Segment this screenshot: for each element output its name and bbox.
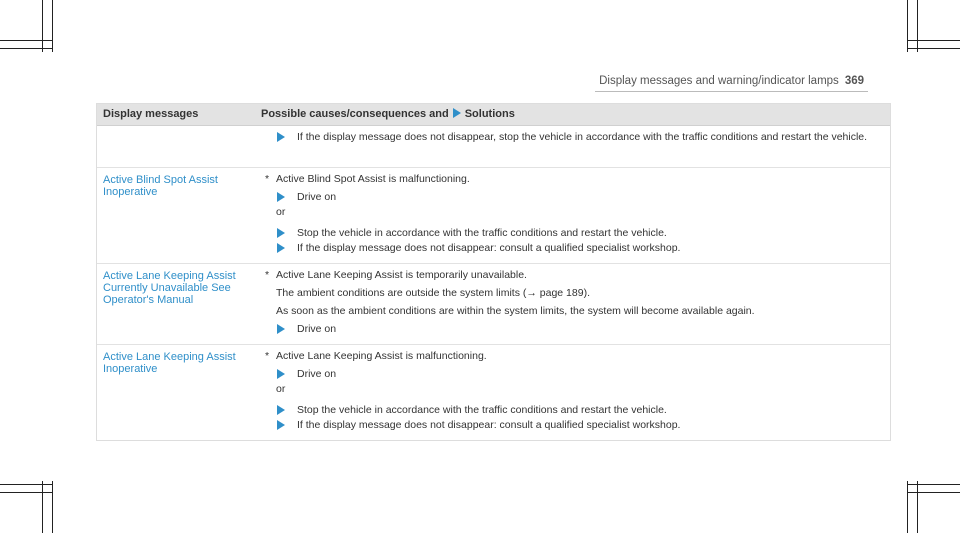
page-number: 369 (844, 75, 864, 87)
crop-mark (908, 40, 960, 41)
table-header (97, 104, 890, 126)
table-row (97, 264, 890, 345)
header-rule (595, 91, 868, 92)
info-text: The ambient conditions are outside the system limits (→ page 189). (276, 287, 590, 299)
cause-marker: * (265, 173, 270, 185)
crop-mark (907, 481, 908, 533)
blue-triangle-icon (277, 420, 285, 430)
column-header-solutions-label: Solutions (464, 108, 515, 120)
cause-text: Active Blind Spot Assist is malfunctioning. (276, 173, 470, 185)
solution-step (265, 191, 882, 203)
blue-triangle-icon (277, 132, 285, 142)
crop-mark (917, 481, 918, 533)
table-row (97, 345, 890, 440)
step-text: If the display message does not disappear, stop the vehicle in accordance with the traffic conditions and restart the vehicle. (297, 131, 868, 143)
blue-triangle-icon (277, 192, 285, 202)
crop-mark (908, 484, 960, 485)
crop-mark (42, 0, 43, 52)
or-separator: or (276, 206, 286, 218)
table-row (97, 126, 890, 168)
crop-mark (908, 492, 960, 493)
cause-marker: * (265, 269, 270, 281)
crop-mark (908, 48, 960, 49)
cause-line (265, 350, 882, 362)
blue-triangle-icon (277, 405, 285, 415)
or-separator: or (276, 383, 286, 395)
display-messages-table (96, 103, 891, 441)
solution-step (265, 323, 882, 335)
cause-text: Active Lane Keeping Assist is malfunctioning. (276, 350, 487, 362)
cause-text: Active Lane Keeping Assist is temporarily unavailable. (276, 269, 527, 281)
message-cell (97, 126, 257, 167)
section-title: Display messages and warning/indicator lamps (599, 75, 839, 87)
step-text: If the display message does not disappear: consult a qualified specialist workshop. (297, 419, 681, 431)
solution-step (265, 404, 882, 416)
solution-cell (257, 168, 890, 263)
step-text: Stop the vehicle in accordance with the traffic conditions and restart the vehicle. (297, 404, 667, 416)
blue-triangle-icon (453, 108, 461, 118)
table-row (97, 168, 890, 264)
column-header-causes (257, 104, 890, 125)
solution-step (265, 368, 882, 380)
cause-line (265, 173, 882, 185)
crop-mark (52, 0, 53, 52)
step-text: If the display message does not disappear: consult a qualified specialist workshop. (297, 242, 681, 254)
step-text: Drive on (297, 191, 337, 203)
message-cell: Active Blind Spot Assist Inoperative (103, 174, 218, 198)
cause-line (265, 269, 882, 281)
blue-triangle-icon (277, 324, 285, 334)
step-text: Stop the vehicle in accordance with the traffic conditions and restart the vehicle. (297, 227, 667, 239)
cause-marker: * (265, 350, 270, 362)
step-text: Drive on (297, 323, 337, 335)
blue-triangle-icon (277, 243, 285, 253)
info-text: As soon as the ambient conditions are within the system limits, the system will become available again. (276, 305, 755, 317)
solution-step (265, 131, 882, 143)
crop-mark (907, 0, 908, 52)
message-cell: Active Lane Keeping Assist Currently Unavailable See Operator's Manual (103, 270, 236, 306)
page-header (599, 75, 864, 87)
column-header-causes-label: Possible causes/consequences and (261, 108, 449, 120)
crop-mark (0, 492, 52, 493)
step-text: Drive on (297, 368, 337, 380)
solution-cell (257, 126, 890, 167)
solution-step (265, 419, 882, 431)
blue-triangle-icon (277, 369, 285, 379)
solution-cell (257, 345, 890, 440)
solution-step (265, 242, 882, 254)
blue-triangle-icon (277, 228, 285, 238)
crop-mark (0, 40, 52, 41)
crop-mark (42, 481, 43, 533)
crop-mark (0, 484, 52, 485)
message-cell: Active Lane Keeping Assist Inoperative (103, 351, 236, 375)
crop-mark (917, 0, 918, 52)
column-header-messages: Display messages (103, 108, 199, 120)
solution-step (265, 227, 882, 239)
crop-mark (0, 48, 52, 49)
solution-cell (257, 264, 890, 344)
crop-mark (52, 481, 53, 533)
